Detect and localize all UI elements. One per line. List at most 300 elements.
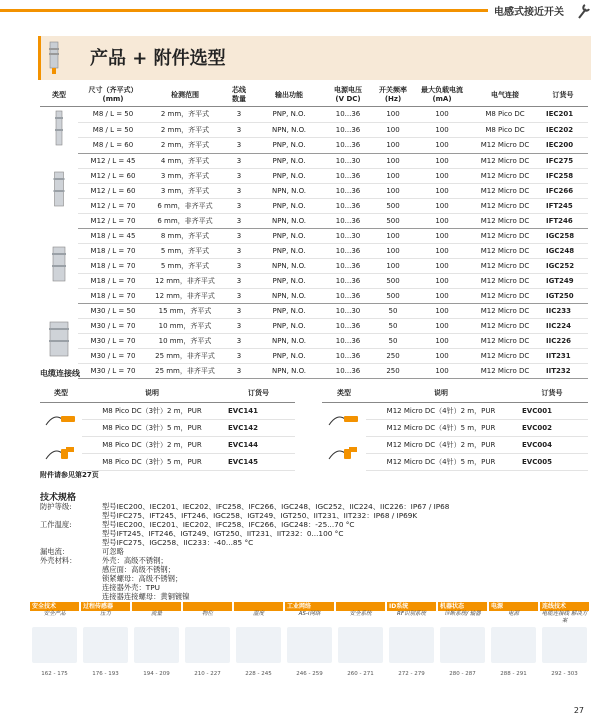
- spec-value: 型号IEC200、IEC201、IEC202、IFC258、IFC266、IGC248、IGC252、IIC224、IIC226：IP67 / IP68: [102, 502, 450, 511]
- cable-table-right: [322, 384, 588, 471]
- table-cell: 3: [222, 243, 256, 258]
- table-cell: IFC258: [538, 168, 588, 183]
- spec-value: 感应面：高级不锈钢；: [102, 565, 175, 574]
- cable-row: [322, 437, 588, 454]
- table-cell: 3: [222, 318, 256, 333]
- table-cell: 6 mm，非齐平式: [148, 198, 222, 213]
- table-cell: 100: [374, 153, 412, 168]
- table-cell: 15 mm，齐平式: [148, 303, 222, 318]
- table-cell: 250: [374, 363, 412, 378]
- table-cell: M12 Micro DC: [472, 288, 538, 303]
- category-item[interactable]: [336, 602, 385, 686]
- category-label: 电缆连接线 解决方案: [541, 611, 588, 624]
- category-bar: [234, 602, 283, 611]
- table-cell: 10...36: [322, 318, 374, 333]
- table-cell: 100: [374, 122, 412, 138]
- table-cell: 2 mm，齐平式: [148, 107, 222, 123]
- table-cell: 10...36: [322, 363, 374, 378]
- table-cell: PNP, N.O.: [256, 138, 322, 154]
- accent-line: [0, 9, 560, 12]
- table-row: [40, 333, 588, 348]
- table-row: [40, 228, 588, 243]
- angled-cable-icon: [322, 437, 366, 471]
- category-label: 诊断系统/ 输器: [444, 611, 481, 617]
- table-cell: 500: [374, 198, 412, 213]
- spec-value: 连接器外壳：TPU: [102, 583, 160, 592]
- table-cell: 3: [222, 303, 256, 318]
- spec-row: [40, 547, 590, 556]
- sensor-m12-icon: [40, 153, 78, 228]
- table-cell: 100: [412, 138, 472, 154]
- table-row: [40, 107, 588, 123]
- table-cell: 10...36: [322, 168, 374, 183]
- table-cell: 3: [222, 183, 256, 198]
- table-cell: M18 / L = 70: [78, 273, 148, 288]
- category-pages: 162 - 175: [41, 671, 68, 677]
- table-cell: 10...36: [322, 183, 374, 198]
- table-cell: M12 Micro DC: [472, 303, 538, 318]
- table-cell: M12 / L = 45: [78, 153, 148, 168]
- category-item[interactable]: [81, 602, 130, 686]
- cable-cell: EVC002: [516, 420, 588, 437]
- spec-value: 连接器连接螺母：黄铜镀镍: [102, 592, 190, 601]
- category-bar: [132, 602, 181, 611]
- table-cell: 500: [374, 213, 412, 228]
- table-cell: PNP, N.O.: [256, 153, 322, 168]
- table-cell: 10...36: [322, 273, 374, 288]
- table-cell: M30 / L = 70: [78, 318, 148, 333]
- table-cell: 50: [374, 333, 412, 348]
- spec-key: 工作温度:: [40, 520, 72, 529]
- cable-cell: EVC144: [222, 437, 295, 454]
- table-row: [40, 168, 588, 183]
- table-cell: M12 Micro DC: [472, 273, 538, 288]
- table-row: [40, 243, 588, 258]
- table-row: [40, 198, 588, 213]
- category-item[interactable]: [234, 602, 283, 686]
- category-item[interactable]: [132, 602, 181, 686]
- spec-row: [40, 511, 590, 520]
- category-bar: 工业网络: [285, 602, 334, 611]
- category-item[interactable]: [489, 602, 538, 686]
- table-cell: 10...36: [322, 348, 374, 363]
- table-cell: M12 / L = 70: [78, 198, 148, 213]
- cable-cell: M8 Pico DC（3针）2 m，PUR: [82, 403, 222, 420]
- table-cell: 100: [374, 258, 412, 273]
- category-label: 温度: [252, 611, 264, 617]
- table-cell: PNP, N.O.: [256, 318, 322, 333]
- table-cell: 100: [412, 168, 472, 183]
- table-cell: IIC224: [538, 318, 588, 333]
- category-bar: 安全技术: [30, 602, 79, 611]
- cable-col-order: 订货号: [222, 384, 295, 403]
- table-cell: M30 / L = 70: [78, 348, 148, 363]
- table-row: [40, 258, 588, 273]
- category-pages: 228 - 245: [245, 671, 272, 677]
- spec-value: 型号IFT245、IFT246、IGT249、IGT250、IIT231、IIT232：0...100 °C: [102, 529, 344, 538]
- cable-cell: M12 Micro DC（4针）2 m，PUR: [366, 403, 516, 420]
- table-cell: PNP, N.O.: [256, 243, 322, 258]
- col-frequency: 开关频率 (Hz): [374, 84, 412, 107]
- table-cell: 3 mm，齐平式: [148, 168, 222, 183]
- category-item[interactable]: [540, 602, 589, 686]
- table-cell: M12 / L = 60: [78, 168, 148, 183]
- table-cell: NPN, N.O.: [256, 363, 322, 378]
- table-cell: M12 Micro DC: [472, 168, 538, 183]
- table-cell: 100: [412, 273, 472, 288]
- category-item[interactable]: [183, 602, 232, 686]
- spec-value: 型号IEC200、IEC201、IEC202、IFC258、IFC266、IGC248：-25...70 °C: [102, 520, 355, 529]
- table-cell: 10...36: [322, 122, 374, 138]
- table-cell: M30 / L = 70: [78, 363, 148, 378]
- table-cell: 3: [222, 153, 256, 168]
- table-cell: 10...36: [322, 333, 374, 348]
- cable-cell: EVC142: [222, 420, 295, 437]
- table-cell: 100: [374, 168, 412, 183]
- table-cell: 100: [412, 288, 472, 303]
- table-cell: 500: [374, 288, 412, 303]
- table-cell: 100: [412, 153, 472, 168]
- table-header: [40, 84, 588, 107]
- table-cell: 50: [374, 303, 412, 318]
- category-bar: 连线技术: [540, 602, 589, 611]
- spec-value: 锁紧螺母：高级不锈钢；: [102, 574, 183, 583]
- spec-row: [40, 565, 590, 574]
- table-row: [40, 363, 588, 378]
- category-strip: [30, 602, 595, 686]
- cable-col-type: 类型: [40, 384, 82, 403]
- cable-cell: EVC141: [222, 403, 295, 420]
- table-cell: 3: [222, 333, 256, 348]
- table-cell: 100: [412, 243, 472, 258]
- col-range: 检测范围: [148, 84, 222, 107]
- cable-cell: EVC004: [516, 437, 588, 454]
- table-cell: 3: [222, 348, 256, 363]
- cable-cell: M12 Micro DC（4针）2 m，PUR: [366, 437, 516, 454]
- table-cell: 100: [374, 138, 412, 154]
- product-image: [542, 627, 587, 663]
- table-row: [40, 348, 588, 363]
- table-cell: M8 / L = 60: [78, 138, 148, 154]
- category-pages: 288 - 291: [500, 671, 527, 677]
- table-cell: 100: [412, 107, 472, 123]
- table-cell: M8 / L = 50: [78, 107, 148, 123]
- product-image: [236, 627, 281, 663]
- table-cell: M12 Micro DC: [472, 198, 538, 213]
- cable-col-order: 订货号: [516, 384, 588, 403]
- table-cell: 500: [374, 273, 412, 288]
- table-cell: 100: [374, 228, 412, 243]
- straight-cable-icon: [322, 403, 366, 437]
- table-cell: M12 Micro DC: [472, 348, 538, 363]
- category-bar: 机器状态: [438, 602, 487, 611]
- table-cell: M18 / L = 45: [78, 228, 148, 243]
- cable-row: [322, 403, 588, 420]
- spec-row: [40, 520, 590, 529]
- category-label: 电源: [507, 611, 519, 617]
- table-cell: IGT250: [538, 288, 588, 303]
- cable-cell: M8 Pico DC（3针）2 m，PUR: [82, 437, 222, 454]
- category-pages: 176 - 193: [92, 671, 119, 677]
- straight-cable-icon: [40, 403, 82, 437]
- spec-row: [40, 529, 590, 538]
- spec-value: 型号IFC275、IFT245、IFT246、IGC258、IGT249、IGT250、IIT231、IIT232：IP68 / IP69K: [102, 511, 418, 520]
- col-wires: 芯线 数量: [222, 84, 256, 107]
- table-cell: NPN, N.O.: [256, 288, 322, 303]
- table-cell: M30 / L = 50: [78, 303, 148, 318]
- table-row: [40, 122, 588, 138]
- table-cell: IGC248: [538, 243, 588, 258]
- table-cell: IGC258: [538, 228, 588, 243]
- table-row: [40, 318, 588, 333]
- table-cell: NPN, N.O.: [256, 333, 322, 348]
- table-cell: 100: [412, 333, 472, 348]
- table-cell: IGC252: [538, 258, 588, 273]
- sensor-m30-icon: [40, 303, 78, 378]
- cable-col-type: 类型: [322, 384, 366, 403]
- cable-row: [40, 437, 295, 454]
- table-cell: M30 / L = 70: [78, 333, 148, 348]
- col-current: 最大负载电流 (mA): [412, 84, 472, 107]
- spec-row: [40, 502, 590, 511]
- spec-value: 外壳：高级不锈钢；: [102, 556, 168, 565]
- spec-row: [40, 583, 590, 592]
- category-pages: 292 - 303: [551, 671, 578, 677]
- table-cell: 3: [222, 198, 256, 213]
- table-cell: M12 Micro DC: [472, 258, 538, 273]
- spec-key: 漏电流：: [40, 547, 70, 556]
- table-cell: PNP, N.O.: [256, 228, 322, 243]
- table-cell: 12 mm，非齐平式: [148, 288, 222, 303]
- table-cell: IIT232: [538, 363, 588, 378]
- table-cell: 5 mm，齐平式: [148, 258, 222, 273]
- table-cell: NPN, N.O.: [256, 213, 322, 228]
- product-image: [491, 627, 536, 663]
- product-image: [440, 627, 485, 663]
- category-label: 压力: [99, 611, 111, 617]
- table-cell: 10...30: [322, 303, 374, 318]
- table-cell: M12 Micro DC: [472, 363, 538, 378]
- table-cell: 2 mm，齐平式: [148, 138, 222, 154]
- table-cell: PNP, N.O.: [256, 198, 322, 213]
- col-size: 尺寸（齐平式） (mm): [78, 84, 148, 107]
- table-cell: 3: [222, 288, 256, 303]
- table-cell: 100: [412, 228, 472, 243]
- category-bar: ID系统: [387, 602, 436, 611]
- specs-list: [40, 502, 590, 601]
- table-cell: PNP, N.O.: [256, 168, 322, 183]
- spec-key: [40, 529, 102, 538]
- table-cell: 3: [222, 273, 256, 288]
- spec-value: 型号IFC275、IGC258、IIC233：-40...85 °C: [102, 538, 254, 547]
- category-bar: [336, 602, 385, 611]
- table-cell: 100: [374, 183, 412, 198]
- table-cell: IEC201: [538, 107, 588, 123]
- table-cell: M12 Micro DC: [472, 153, 538, 168]
- table-cell: M12 Micro DC: [472, 318, 538, 333]
- table-row: [40, 183, 588, 198]
- category-item[interactable]: [387, 602, 436, 686]
- category-item[interactable]: [285, 602, 334, 686]
- table-cell: NPN, N.O.: [256, 258, 322, 273]
- table-cell: IIT231: [538, 348, 588, 363]
- cable-cell: EVC001: [516, 403, 588, 420]
- col-connection: 电气连接: [472, 84, 538, 107]
- product-image: [83, 627, 128, 663]
- table-cell: 3: [222, 363, 256, 378]
- table-cell: 10...36: [322, 198, 374, 213]
- product-image: [287, 627, 332, 663]
- spec-row: [40, 592, 590, 601]
- table-cell: 100: [412, 198, 472, 213]
- product-image: [32, 627, 77, 663]
- category-item[interactable]: [30, 602, 79, 686]
- table-cell: 100: [412, 213, 472, 228]
- table-cell: 100: [412, 122, 472, 138]
- table-cell: M18 / L = 70: [78, 243, 148, 258]
- spec-row: [40, 538, 590, 547]
- table-cell: PNP, N.O.: [256, 273, 322, 288]
- category-pages: 194 - 209: [143, 671, 170, 677]
- table-cell: IIC233: [538, 303, 588, 318]
- table-row: [40, 153, 588, 168]
- table-cell: PNP, N.O.: [256, 348, 322, 363]
- table-row: [40, 303, 588, 318]
- table-cell: 8 mm，齐平式: [148, 228, 222, 243]
- spec-row: [40, 556, 590, 565]
- table-cell: 12 mm，非齐平式: [148, 273, 222, 288]
- table-cell: NPN, N.O.: [256, 122, 322, 138]
- table-cell: 5 mm，齐平式: [148, 243, 222, 258]
- sensor-thumbnail-icon: [44, 40, 64, 76]
- spec-key: [40, 583, 102, 592]
- category-pages: 280 - 287: [449, 671, 476, 677]
- table-cell: 10 mm，齐平式: [148, 318, 222, 333]
- table-cell: 3: [222, 138, 256, 154]
- table-cell: 100: [374, 107, 412, 123]
- table-cell: M8 / L = 50: [78, 122, 148, 138]
- table-cell: 3: [222, 228, 256, 243]
- table-cell: M12 Micro DC: [472, 243, 538, 258]
- table-cell: 3 mm，齐平式: [148, 183, 222, 198]
- table-cell: M12 / L = 70: [78, 213, 148, 228]
- sensor-m8-icon: [40, 107, 78, 154]
- cable-col-desc: 说明: [366, 384, 516, 403]
- table-cell: M8 Pico DC: [472, 107, 538, 123]
- product-image: [338, 627, 383, 663]
- spec-key: [40, 538, 102, 547]
- category-label: RF识别系统: [397, 611, 426, 617]
- table-cell: 10...30: [322, 153, 374, 168]
- cable-cell: EVC145: [222, 454, 295, 471]
- table-cell: 10...36: [322, 243, 374, 258]
- top-bar: [0, 0, 600, 22]
- table-cell: 10...36: [322, 107, 374, 123]
- table-cell: 2 mm，齐平式: [148, 122, 222, 138]
- sensor-m18-icon: [40, 228, 78, 303]
- table-cell: 25 mm，非齐平式: [148, 363, 222, 378]
- table-cell: 6 mm，非齐平式: [148, 213, 222, 228]
- table-cell: M18 / L = 70: [78, 288, 148, 303]
- category-label: 安全产品: [43, 611, 66, 617]
- category-label: 流量: [150, 611, 162, 617]
- table-cell: M12 / L = 60: [78, 183, 148, 198]
- category-item[interactable]: [438, 602, 487, 686]
- table-cell: 250: [374, 348, 412, 363]
- col-order-no: 订货号: [538, 84, 588, 107]
- table-cell: M18 / L = 70: [78, 258, 148, 273]
- table-cell: PNP, N.O.: [256, 107, 322, 123]
- specs-title: 技术规格: [40, 493, 77, 503]
- table-cell: 100: [412, 348, 472, 363]
- category-label: AS-i网络: [298, 611, 321, 617]
- spec-key: 外壳材料：: [40, 556, 77, 565]
- table-cell: 50: [374, 318, 412, 333]
- product-image: [185, 627, 230, 663]
- category-bar: [183, 602, 232, 611]
- cable-col-desc: 说明: [82, 384, 222, 403]
- table-cell: NPN, N.O.: [256, 183, 322, 198]
- accessories-note: 附件请参见第27页: [40, 471, 99, 479]
- spec-key: 防护等级:: [40, 502, 72, 511]
- table-cell: IEC202: [538, 122, 588, 138]
- category-label: 安全系统: [349, 611, 372, 617]
- cable-cell: M12 Micro DC（4针）5 m，PUR: [366, 454, 516, 471]
- table-cell: M8 Pico DC: [472, 122, 538, 138]
- col-voltage: 电源电压 (V DC): [322, 84, 374, 107]
- section-label: 电感式接近开关: [488, 4, 570, 22]
- cable-section-title: 电缆连接线: [40, 369, 80, 378]
- table-cell: IGT249: [538, 273, 588, 288]
- page-title: 产品 + 附件选型: [90, 48, 226, 69]
- table-cell: IFT246: [538, 213, 588, 228]
- table-cell: IIC226: [538, 333, 588, 348]
- table-cell: 100: [374, 243, 412, 258]
- table-row: [40, 273, 588, 288]
- table-cell: 10...36: [322, 258, 374, 273]
- angled-cable-icon: [40, 437, 82, 471]
- table-cell: PNP, N.O.: [256, 303, 322, 318]
- col-type: 类型: [40, 84, 78, 107]
- table-cell: 10...36: [322, 138, 374, 154]
- table-cell: 25 mm，非齐平式: [148, 348, 222, 363]
- table-row: [40, 213, 588, 228]
- category-pages: 210 - 227: [194, 671, 221, 677]
- spec-key: [40, 511, 102, 520]
- category-pages: 260 - 271: [347, 671, 374, 677]
- table-cell: 4 mm，齐平式: [148, 153, 222, 168]
- table-cell: 100: [412, 363, 472, 378]
- table-cell: 3: [222, 122, 256, 138]
- product-image: [134, 627, 179, 663]
- table-cell: 3: [222, 258, 256, 273]
- cable-cell: M8 Pico DC（3针）5 m，PUR: [82, 420, 222, 437]
- spec-key: [40, 565, 102, 574]
- wrench-icon: [576, 2, 592, 20]
- cable-cell: M12 Micro DC（4针）5 m，PUR: [366, 420, 516, 437]
- category-label: 物位: [201, 611, 213, 617]
- cable-table-left: [40, 384, 295, 471]
- category-pages: 272 - 279: [398, 671, 425, 677]
- table-cell: 3: [222, 213, 256, 228]
- table-cell: 10...36: [322, 288, 374, 303]
- table-cell: M12 Micro DC: [472, 228, 538, 243]
- table-cell: 3: [222, 107, 256, 123]
- category-bar: 电源: [489, 602, 538, 611]
- table-row: [40, 138, 588, 154]
- table-cell: IFC266: [538, 183, 588, 198]
- spec-key: [40, 574, 102, 583]
